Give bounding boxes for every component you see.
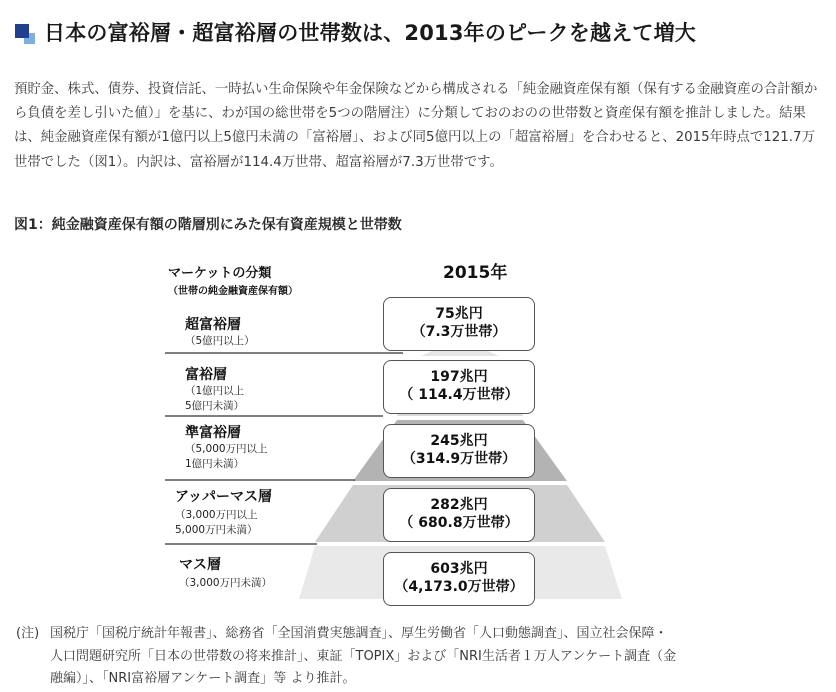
tier-households: （7.3万世帯） (411, 324, 507, 340)
tier-range: （3,000万円未満） (179, 577, 273, 589)
footnote-prefix: (注) (16, 626, 40, 641)
tier-name: 富裕層 (185, 367, 227, 383)
tier-name: 超富裕層 (185, 317, 241, 333)
tier-households: （ 680.8万世帯） (399, 515, 519, 531)
tier-assets: 282兆円 (430, 497, 488, 513)
blue-square-bullet-icon (15, 24, 35, 44)
intro-paragraph: 預貯金、株式、債券、投資信託、一時払い生命保険や年金保険などから構成される「純金融資産保有額（保有する金融資産の合計額から負債を差し引いた値）」を基に、わが国の総世帯を5つの階層注）に分類しておのおのの世帯数と資産保有額を推計しました。結果は、純金融資産保有額が1億円以上5億円未満の「富裕層」、および同5億円以上の「超富裕層」を合わせると、2015年時点で121.7万世帯でした（図1）。内訳は、富裕層が114.4万世帯、超富裕層が7.3万世帯です。 (14, 82, 818, 170)
tier-value-box (383, 552, 535, 606)
tier-value-box (383, 297, 535, 351)
page-title: 日本の富裕層・超富裕層の世帯数は、2013年のピークを越えて増大 (44, 21, 697, 45)
tier-assets: 75兆円 (435, 306, 483, 322)
footnote-line: 人口問題研究所「日本の世帯数の将来推計」、東証「TOPIX」および「NRI生活者１万人アンケート調査（金 (50, 648, 677, 664)
figure-header: マーケットの分類 (168, 266, 272, 281)
tier-name: 準富裕層 (185, 425, 241, 441)
year-label: 2015年 (443, 263, 508, 283)
tier-range: （3,000万円以上 5,000万円未満） (175, 509, 258, 536)
section-heading (12, 14, 822, 52)
tier-households: （314.9万世帯） (401, 451, 517, 467)
tier-assets: 245兆円 (430, 433, 488, 449)
figure-subheader: （世帯の純金融資産保有額） (168, 286, 298, 297)
tier-range: （5,000万円以上 1億円未満） (185, 443, 268, 470)
footnote-line: 国税庁「国税庁統計年報書」、総務省「全国消費実態調査」、厚生労働省「人口動態調査」、国立社会保障・ (50, 626, 668, 641)
tier-assets: 197兆円 (430, 369, 488, 385)
tier-households: （ 114.4万世帯） (399, 387, 519, 403)
footnote-line: 融編）」、「NRI富裕層アンケート調査」等 より推計。 (50, 671, 356, 686)
pyramid-figure (165, 252, 645, 610)
tier-range: （5億円以上） (185, 335, 255, 347)
tier-assets: 603兆円 (430, 561, 488, 577)
tier-households: （4,173.0万世帯） (394, 579, 524, 595)
tier-name: アッパーマス層 (175, 489, 273, 505)
tier-range: （1億円以上 5億円未満） (185, 385, 245, 412)
figure-caption: 図1：純金融資産保有額の階層別にみた保有資産規模と世帯数 (14, 217, 402, 233)
tier-value-box (383, 360, 535, 414)
tier-value-box (383, 488, 535, 542)
tier-name: マス層 (179, 557, 221, 573)
tier-value-box (383, 424, 535, 478)
